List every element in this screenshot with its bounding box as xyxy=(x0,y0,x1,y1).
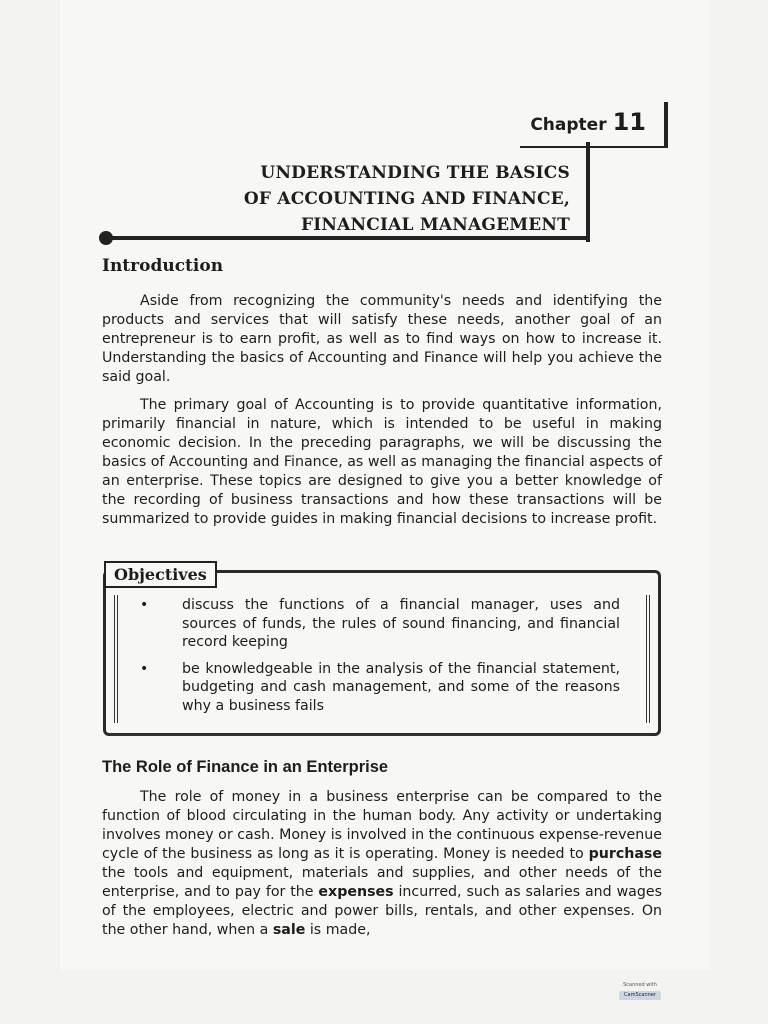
introduction-heading: Introduction xyxy=(102,256,224,276)
intro-p2-text: The primary goal of Accounting is to provide quantitative information, primarily financial in nature, which is intended to be useful in making economic decision. In the preceding paragraphs, we will be discussing the basics of Accounting and Finance, as well as managing the financial aspects of an enterprise. These topics are designed to give you a better knowledge of the recording of business transactions and how these transactions will be summarized to provide guides in making financial decisions to increase profit. xyxy=(102,397,662,527)
bullet-icon: • xyxy=(140,597,149,613)
role-text-a: The role of money in a business enterprise can be compared to the function of blood circulating in the human body. Any activity or undertaking involves money or cash. Money is involved in the continuous expense-revenue cycle of the business as long as it is operating. Money is needed to xyxy=(102,789,662,862)
role-text-c: incurred, such as salaries and wages of the employees, electric and power bills, rentals, and other expenses. On the other hand, when a xyxy=(102,884,662,938)
intro-paragraph-1 xyxy=(102,292,662,387)
bullet-icon: • xyxy=(140,660,149,677)
chapter-number: 11 xyxy=(612,108,646,136)
bold-purchase: purchase xyxy=(588,846,662,862)
role-paragraph xyxy=(102,788,662,940)
objective-text: be knowledgeable in the analysis of the financial statement, budgeting and cash management, and some of the reasons why a business fails xyxy=(182,660,620,714)
role-of-finance-heading: The Role of Finance in an Enterprise xyxy=(102,758,389,776)
chapter-word: Chapter xyxy=(530,115,607,135)
chapter-title xyxy=(244,160,570,238)
title-rule xyxy=(103,236,589,240)
title-line-2: OF ACCOUNTING AND FINANCE, xyxy=(243,189,570,209)
camscanner-logo: CamScanner xyxy=(619,991,661,1000)
objective-text: discuss the functions of a financial manager, uses and sources of funds, the rules of sound financing, and financial record keeping xyxy=(182,597,620,650)
scanner-stamp xyxy=(618,982,662,1012)
objective-item xyxy=(140,660,620,716)
bold-expenses: expenses xyxy=(318,884,394,900)
stamp-line-1: Scanned with xyxy=(623,982,657,988)
objectives-label: Objectives xyxy=(104,561,217,588)
chapter-label xyxy=(530,108,646,136)
title-box xyxy=(200,142,590,242)
objectives-bottom-rule xyxy=(110,734,650,736)
bold-sale: sale xyxy=(272,922,306,938)
objectives-list xyxy=(140,596,620,723)
title-line-1: UNDERSTANDING THE BASICS xyxy=(260,163,570,183)
title-rule-dot xyxy=(99,231,113,245)
intro-paragraph-2 xyxy=(102,396,662,529)
role-text-b: the tools and equipment, materials and supplies, and other needs of the enterprise, and to pay for the xyxy=(102,865,662,900)
title-line-3: FINANCIAL MANAGEMENT xyxy=(300,215,570,235)
intro-p1-text: Aside from recognizing the community's needs and identifying the products and services that will satisfy these needs, another goal of an entrepreneur is to earn profit, as well as to find ways on how to increase it. Understanding the basics of Accounting and Finance will help you achieve the said goal. xyxy=(102,293,662,385)
role-text-d: is made, xyxy=(305,922,371,938)
objective-item xyxy=(140,596,620,652)
